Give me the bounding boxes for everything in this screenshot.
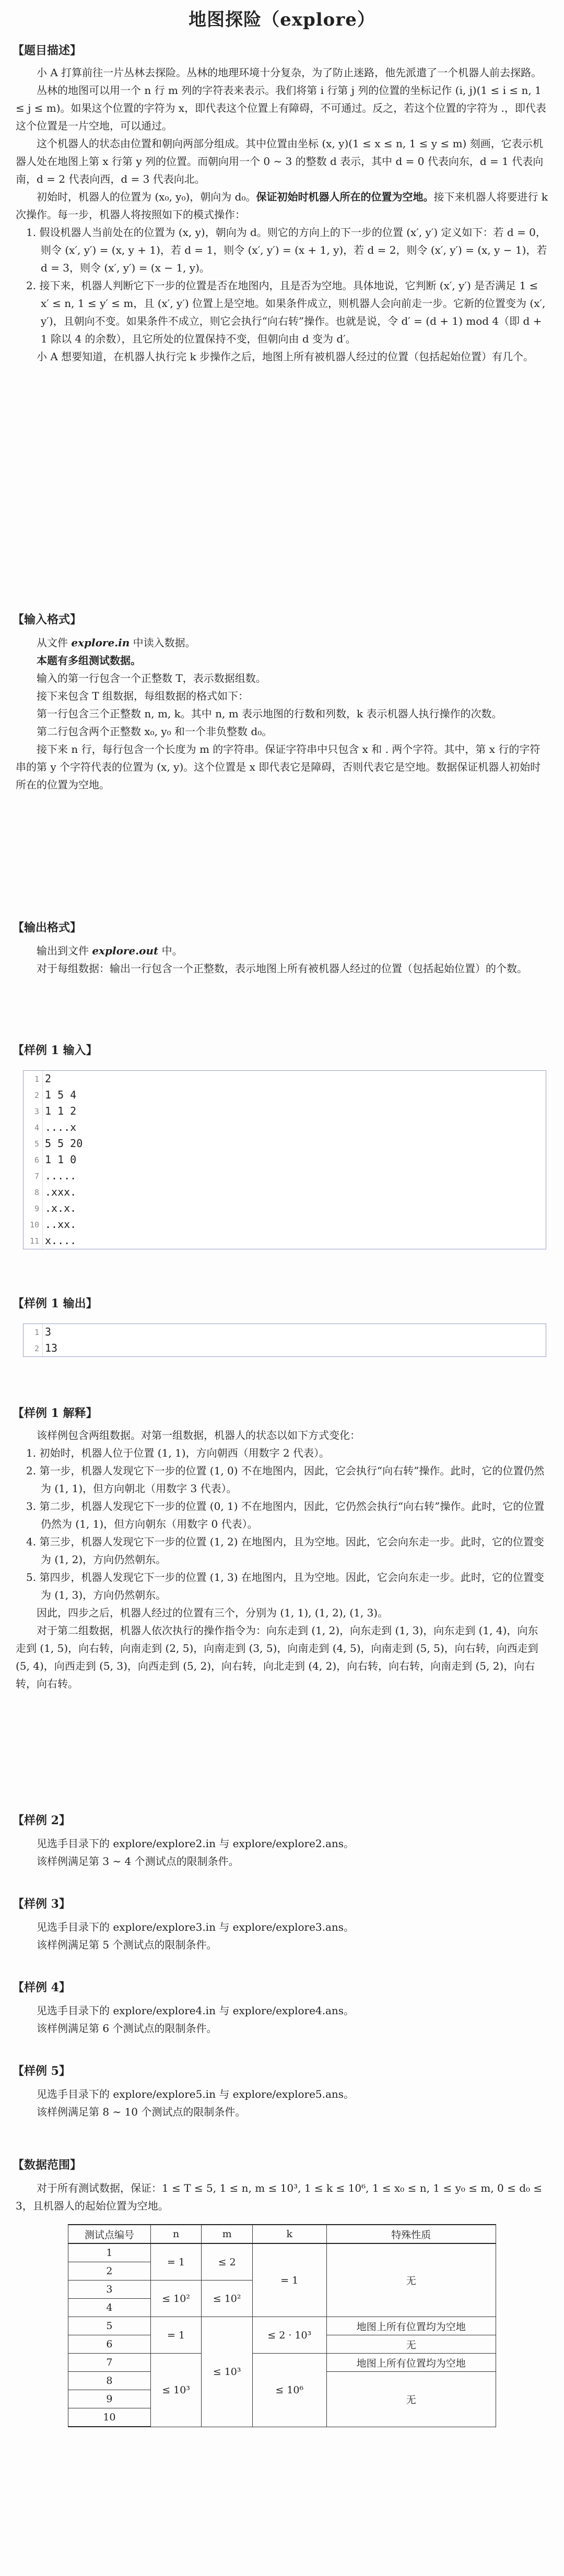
explain-step-1: 1. 初始时，机器人位于位置 (1, 1)，方向朝西（用数字 2 代表）。: [26, 1447, 330, 1459]
sample3-files: 见选手目录下的 explore/explore3.in 与 explore/explore3.ans。: [37, 1921, 355, 1933]
sample1-output-box: [23, 1324, 546, 1357]
desc-list-item-2: 2. 接下来，机器人判断它下一步的位置是否在地图内，且是否为空地。具体地说，它判断 (x′, y′) 是否满足 1 ≤ x′ ≤ n, 1 ≤ y′ ≤ m，且 (x′, y′) 位置上是空地。如果条件成立，则机器人会向前走一步。它新的位置变为 (x′, y′)，且朝向不变。如果条件不成立，则它会执行“向右转”操作。也就是说，令 d′ = (d + 1) mod 4（即 d + 1 除以 4 的余数），且它所处的位置保持不变，但朝向由 d 变为 d′。: [26, 279, 546, 345]
table-row: 3 ≤ 10² ≤ 10²: [68, 2280, 496, 2299]
desc-paragraph-5: 小 A 想要知道，在机器人执行完 k 步操作之后，地图上所有被机器人经过的位置（包括起始位置）有几个。: [37, 350, 534, 363]
range-statement: 对于所有测试数据，保证：1 ≤ T ≤ 5, 1 ≤ n, m ≤ 10³, 1 ≤ k ≤ 10⁶, 1 ≤ x₀ ≤ n, 1 ≤ y₀ ≤ m, 0 ≤ d₀ ≤ 3，且机器人的起始位置为空地。: [16, 2182, 543, 2212]
output-line-1: 输出到文件 explore.out 中。: [37, 944, 183, 957]
table-row: 4: [68, 2299, 496, 2317]
section-heading-sample5: 【样例 5】: [13, 2064, 70, 2078]
code-line: 8 .xxx.: [24, 1184, 546, 1200]
description-body: [16, 64, 548, 365]
input-line-5: 第一行包含三个正整数 n, m, k。其中 n, m 表示地图的行数和列数，k 表示机器人执行操作的次数。: [37, 707, 502, 720]
section-heading-sample1-output: 【样例 1 输出】: [13, 1297, 98, 1310]
table-row: 1 = 1 ≤ 2 = 1 无: [68, 2243, 496, 2262]
section-heading-sample4: 【样例 4】: [13, 1981, 70, 1994]
table-row: 7 ≤ 10³ ≤ 10⁶ 地图上所有位置均为空地: [68, 2354, 496, 2372]
desc-guarantee: 保证初始时机器人所在的位置为空地。: [256, 191, 434, 203]
table-row: 8 无: [68, 2372, 496, 2390]
sample2-files: 见选手目录下的 explore/explore2.in 与 explore/explore2.ans。: [37, 1837, 355, 1850]
input-format-body: [16, 634, 548, 794]
desc-initial-state: 初始时，机器人的位置为 (x₀, y₀)，朝向为 d₀。: [37, 191, 256, 203]
code-line: 4 ....x: [24, 1119, 546, 1136]
section-heading-output: 【输出格式】: [13, 921, 82, 935]
code-line: 6 1 1 0: [24, 1152, 546, 1168]
section-heading-sample1-input: 【样例 1 输入】: [13, 1044, 98, 1057]
explain-step-4: 4. 第三步，机器人发现它下一步的位置 (1, 2) 在地图内，且为空地。因此，它会向东走一步。此时，它的位置变为 (1, 2)，方向仍然朝东。: [26, 1535, 544, 1566]
code-line: 5 5 5 20: [24, 1136, 546, 1152]
desc-paragraph-4: [16, 188, 548, 223]
desc-paragraph-3: 这个机器人的状态由位置和朝向两部分组成。其中位置由坐标 (x, y)(1 ≤ x ≤ n, 1 ≤ y ≤ m) 刻画，它表示机器人处在地图上第 x 行第 y 列的位置。而朝向用一个 0 ∼ 3 的整数 d 表示，其中 d = 0 代表向东，d = 1 代表向南，d = 2 代表向西，d = 3 代表向北。: [16, 137, 544, 185]
code-line: 11 x....: [24, 1233, 546, 1249]
output-format-body: [16, 942, 548, 977]
code-line: 2 13: [24, 1340, 546, 1356]
desc-list-item-1: 1. 假设机器人当前处在的位置为 (x, y)，朝向为 d。则它的方向上的下一步的位置 (x′, y′) 定义如下：若 d = 0，则令 (x′, y′) = (x, y + 1)，若 d = 1，则令 (x′, y′) = (x + 1, y)，若 d = 2，则令 (x′, y′) = (x, y − 1)，若 d = 3，则令 (x′, y′) = (x − 1, y)。: [26, 226, 547, 274]
input-line-4: 接下来包含 T 组数据，每组数据的格式如下：: [37, 690, 249, 702]
input-line-6: 第二行包含两个正整数 x₀, y₀ 和一个非负整数 d₀。: [37, 725, 273, 738]
section-heading-sample2: 【样例 2】: [13, 1814, 70, 1827]
explain-intro: 该样例包含两组数据。对第一组数据，机器人的状态以如下方式变化：: [37, 1429, 360, 1441]
explain-step-5: 5. 第四步，机器人发现它下一步的位置 (1, 3) 在地图内，且为空地。因此，它会向东走一步。此时，它的位置变为 (1, 3)，方向仍然朝东。: [26, 1571, 544, 1601]
sample4-body: [16, 2002, 548, 2037]
sample1-input-box: [23, 1070, 546, 1249]
input-line-2: 本题有多组测试数据。: [37, 654, 141, 667]
sample4-files: 见选手目录下的 explore/explore4.in 与 explore/explore4.ans。: [37, 2004, 355, 2017]
sample2-body: [16, 1835, 548, 1870]
input-line-1: 从文件 explore.in 中读入数据。: [37, 636, 196, 649]
data-range-body: [16, 2179, 548, 2215]
section-heading-sample1-explanation: 【样例 1 解释】: [13, 1407, 98, 1420]
table-row: 2: [68, 2262, 496, 2280]
table-header-row: 测试点编号 n m k 特殊性质: [68, 2225, 496, 2243]
section-heading-data-range: 【数据范围】: [13, 2158, 82, 2172]
code-line: 1 2: [24, 1071, 546, 1087]
output-line-2: 对于每组数据：输出一行包含一个正整数，表示地图上所有被机器人经过的位置（包括起始位置）的个数。: [37, 962, 527, 975]
table-row: 5 = 1 ≤ 10³ ≤ 2 · 10³ 地图上所有位置均为空地: [68, 2317, 496, 2335]
input-filename: explore.in: [71, 636, 130, 649]
output-filename: explore.out: [92, 944, 159, 957]
sample1-explanation-body: [16, 1426, 548, 1693]
explain-step-3: 3. 第二步，机器人发现它下一步的位置 (0, 1) 不在地图内，因此，它仍然会执行“向右转”操作。此时，它的位置仍然为 (1, 1)，但方向朝东（用数字 0 代表）。: [26, 1500, 545, 1530]
explain-step-2: 2. 第一步，机器人发现它下一步的位置 (1, 0) 不在地图内，因此，它会执行“向右转”操作。此时，它的位置仍然为 (1, 1)，但方向朝北（用数字 3 代表）。: [26, 1464, 545, 1495]
sample5-body: [16, 2085, 548, 2121]
sample3-body: [16, 1918, 548, 1954]
section-heading-description: 【题目描述】: [13, 44, 82, 57]
section-heading-input: 【输入格式】: [13, 613, 82, 627]
input-line-3: 输入的第一行包含一个正整数 T，表示数据组数。: [37, 672, 266, 684]
sample4-constraint: 该样例满足第 6 个测试点的限制条件。: [37, 2022, 217, 2035]
constraints-table: [68, 2224, 496, 2427]
sample2-constraint: 该样例满足第 3 ∼ 4 个测试点的限制条件。: [37, 1855, 239, 1868]
sample3-constraint: 该样例满足第 5 个测试点的限制条件。: [37, 1939, 217, 1951]
sample5-constraint: 该样例满足第 8 ∼ 10 个测试点的限制条件。: [37, 2106, 246, 2118]
code-line: 10 ..xx.: [24, 1216, 546, 1233]
sample5-files: 见选手目录下的 explore/explore5.in 与 explore/explore5.ans。: [37, 2088, 355, 2100]
table-row: 10: [68, 2408, 496, 2427]
section-heading-sample3: 【样例 3】: [13, 1897, 70, 1911]
code-line: 2 1 5 4: [24, 1087, 546, 1103]
explain-second-case: 对于第二组数据，机器人依次执行的操作指令为：向东走到 (1, 2)，向东走到 (1, 3)，向东走到 (1, 4)，向东走到 (1, 5)，向右转，向南走到 (2, 5)，向南走到 (3, 5)，向南走到 (4, 5)，向南走到 (5, 5)，向右转，向西走到 (5, 4)，向西走到 (5, 3)，向西走到 (5, 2)，向右转，向北走到 (4, 2)，向右转，向右转，向南走到 (5, 2)，向右转，向右转。: [16, 1624, 538, 1690]
table-row: 6 无: [68, 2335, 496, 2354]
code-line: 1 3: [24, 1324, 546, 1340]
table-row: 9: [68, 2390, 496, 2408]
explain-conclusion: 因此，四步之后，机器人经过的位置有三个，分别为 (1, 1), (1, 2), (1, 3)。: [37, 1606, 389, 1619]
desc-paragraph-2: 丛林的地图可以用一个 n 行 m 列的字符表来表示。我们将第 i 行第 j 列的位置的坐标记作 (i, j)(1 ≤ i ≤ n, 1 ≤ j ≤ m)。如果这个位置的字符为 x，即代表这个位置上有障碍，不可通过。反之，若这个位置的字符为 .，即代表这个位置是一片空地，可以通过。: [16, 84, 546, 132]
desc-paragraph-1: 小 A 打算前往一片丛林去探险。丛林的地理环境十分复杂，为了防止迷路，他先派遣了一个机器人前去探路。: [37, 66, 542, 79]
code-line: 7 .....: [24, 1168, 546, 1184]
input-line-7: 接下来 n 行，每行包含一个长度为 m 的字符串。保证字符串中只包含 x 和 . 两个字符。其中，第 x 行的字符串的第 y 个字符代表的位置为 (x, y)。这个位置是 x 即代表它是障碍，否则代表它是空地。数据保证机器人初始时所在的位置为空地。: [16, 743, 541, 791]
page-title: 地图探险（explore）: [189, 9, 375, 30]
code-line: 9 .x.x.: [24, 1200, 546, 1216]
code-line: 3 1 1 2: [24, 1103, 546, 1119]
desc-operations: 接下来机器人将要进行 k 次操作。每一步，机器人将按照如下的模式操作：: [16, 191, 548, 221]
